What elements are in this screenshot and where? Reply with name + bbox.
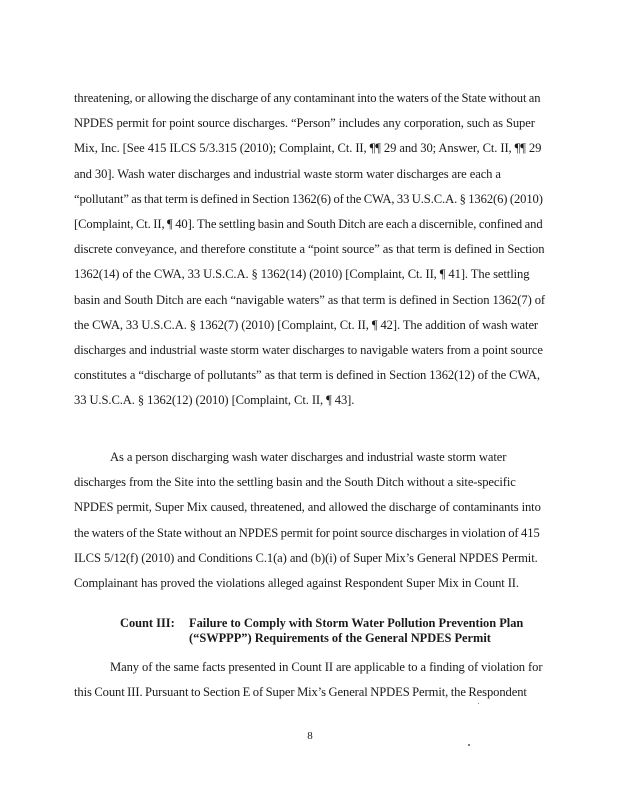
text-line: ILCS 5/12(f) (2010) and Conditions C.1(a) and (b)(i) of Super Mix’s General NPDES Permit. [74,550,538,565]
text-line: 1362(14) of the CWA, 33 U.S.C.A. § 1362(14) (2010) [Complaint, Ct. II, ¶ 41]. The settling [74,267,530,282]
text-line: Many of the same facts presented in Count II are applicable to a finding of violation for [110,660,543,674]
text-line: and 30]. Wash water discharges and industrial waste storm water discharges are each a [74,166,501,181]
text-line: NPDES permit for point source discharges. “Person” includes any corporation, such as Super [74,116,535,131]
text-line: “pollutant” as that term is defined in Section 1362(6) of the CWA, 33 U.S.C.A. § 1362(6) (2010) [74,191,543,206]
text-line: Complainant has proved the violations alleged against Respondent Super Mix in Count II. [74,576,519,591]
scan-speck [478,703,479,704]
text-line: As a person discharging wash water discharges and industrial waste storm water [110,450,507,464]
text-line: basin and South Ditch are each “navigable waters” as that term is defined in Section 1362(7) of [74,292,546,307]
text-line: this Count III. Pursuant to Section E of Super Mix’s General NPDES Permit, the Respondent [74,685,527,700]
text-line: constitutes a “discharge of pollutants” as that term is defined in Section 1362(12) of the CWA, [74,368,540,383]
text-line: discrete conveyance, and therefore constitute a “point source” as that term is defined in Section [74,242,545,257]
text-line: the waters of the State without an NPDES permit for point source discharges in violation of 415 [74,525,540,540]
text-line: threatening, or allowing the discharge of any contaminant into the waters of the State without an [74,91,541,105]
text-line: 33 U.S.C.A. § 1362(12) (2010) [Complaint, Ct. II, ¶ 43]. [74,393,355,408]
text-line: discharges from the Site into the settling basin and the South Ditch without a site-specific [74,475,516,490]
text-line: discharges and industrial waste storm water discharges to navigable waters from a point source [74,343,543,358]
paragraph-count-ii-conclusion [74,445,554,596]
page-number: 8 [307,730,313,742]
count-label: Count III: [120,616,175,630]
paragraph-count-iii [74,655,554,705]
text-line: the CWA, 33 U.S.C.A. § 1362(7) (2010) [Complaint, Ct. II, ¶ 42]. The addition of wash water [74,317,539,332]
text-line: [Complaint, Ct. II, ¶ 40]. The settling basin and South Ditch are each a discernible, confined and [74,217,543,232]
scan-speck [468,744,470,746]
paragraph-count-ii-continued [74,86,554,414]
count-title-line: Failure to Comply with Storm Water Pollution Prevention Plan [189,616,524,630]
count-title [189,616,569,645]
text-line: NPDES permit, Super Mix caused, threatened, and allowed the discharge of contaminants into [74,500,541,515]
count-title-line: (“SWPPP”) Requirements of the General NPDES Permit [189,630,491,645]
text-line: Mix, Inc. [See 415 ILCS 5/3.315 (2010); Complaint, Ct. II, ¶¶ 29 and 30; Answer, Ct. II, ¶¶ 29 [74,141,542,156]
